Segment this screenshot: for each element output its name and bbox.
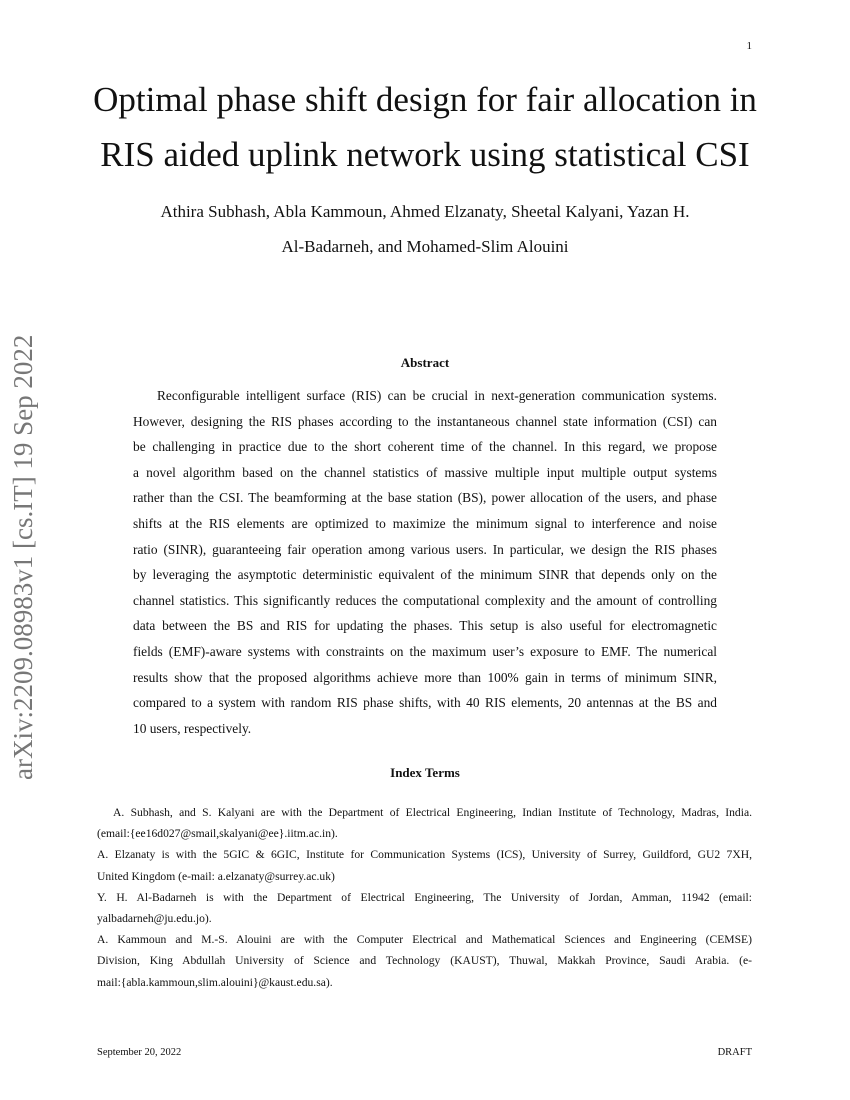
abstract-line: Reconfigurable intelligent surface (RIS) can be crucial in next-generation communication systems. xyxy=(157,388,717,403)
abstract-line: 10 users, respectively. xyxy=(133,720,252,736)
footnote-line: A. Kammoun and M.-S. Alouini are with the Computer Electrical and Mathematical Sciences and Engineering (CEMSE) xyxy=(97,933,752,947)
authors-line-1: Athira Subhash, Abla Kammoun, Ahmed Elzanaty, Sheetal Kalyani, Yazan H. xyxy=(160,202,690,221)
abstract-line: fields (EMF)-aware systems with constraints on the maximum user’s exposure to EMF. The numerical xyxy=(133,644,717,659)
index-terms-heading: Index Terms xyxy=(390,765,460,780)
abstract-heading: Abstract xyxy=(400,355,450,370)
footer-status: DRAFT xyxy=(717,1047,752,1058)
abstract-line: compared to a system with random RIS phase shifts, with 40 RIS elements, 20 antennas at the BS and xyxy=(133,695,717,711)
footer-date: September 20, 2022 xyxy=(97,1047,182,1058)
abstract-line: channel statistics. This significantly reduces the computational complexity and the amount of controlling xyxy=(133,592,717,608)
abstract-line: ratio (SINR), guaranteeing fair operation among various users. In particular, we design the RIS phases xyxy=(133,541,717,557)
page-number: 1 xyxy=(746,40,752,52)
footnote-line: (email:{ee16d027@smail,skalyani@ee}.iitm.ac.in). xyxy=(97,827,338,841)
authors-line-2: Al-Badarneh, and Mohamed-Slim Alouini xyxy=(281,237,569,256)
footnote-line: A. Elzanaty is with the 5GIC & 6GIC, Institute for Communication Systems (ICS), University of Surrey, Guildford, GU2 7XH, xyxy=(97,848,752,862)
footnote-line: mail:{abla.kammoun,slim.alouini}@kaust.edu.sa). xyxy=(97,975,333,989)
footnote-line: Division, King Abdullah University of Science and Technology (KAUST), Thuwal, Makkah Province, Saudi Arabia. (e- xyxy=(97,954,752,968)
abstract-line: be challenging in practice due to the short coherent time of the channel. In this regard, we propose xyxy=(133,439,717,455)
footnote-line: United Kingdom (e-mail: a.elzanaty@surrey.ac.uk) xyxy=(97,869,335,883)
title-line-1: Optimal phase shift design for fair allocation in xyxy=(93,80,757,119)
title-line-2: RIS aided uplink network using statistical CSI xyxy=(100,135,750,174)
abstract-line: results show that the proposed algorithms achieve more than 100% gain in terms of minimum SINR, xyxy=(133,669,717,685)
abstract-line: a novel algorithm based on the channel statistics of massive multiple input multiple output systems xyxy=(133,464,717,480)
abstract-line: However, designing the RIS phases according to the instantaneous channel state information (CSI) can xyxy=(133,413,717,429)
arxiv-stamp: arXiv:2209.08983v1 [cs.IT] 19 Sep 2022 xyxy=(8,334,38,780)
abstract-line: rather than the CSI. The beamforming at the base station (BS), power allocation of the users, and phase xyxy=(133,490,717,506)
footnote-line: Y. H. Al-Badarneh is with the Department of Electrical Engineering, The University of Jordan, Amman, 11942 (email: xyxy=(97,890,752,904)
abstract-line: by leveraging the asymptotic deterministic equivalent of the minimum SINR that depends only on the xyxy=(133,567,717,583)
footnote-line: A. Subhash, and S. Kalyani are with the Department of Electrical Engineering, Indian Institute of Technology, Madras, India. xyxy=(113,806,752,819)
footnote-line: yalbadarneh@ju.edu.jo). xyxy=(97,912,212,925)
abstract-line: data between the BS and RIS for updating the phases. This setup is also useful for electromagnetic xyxy=(133,618,717,634)
abstract-line: shifts at the RIS elements are optimized to maximize the minimum signal to interference and noise xyxy=(133,516,717,531)
